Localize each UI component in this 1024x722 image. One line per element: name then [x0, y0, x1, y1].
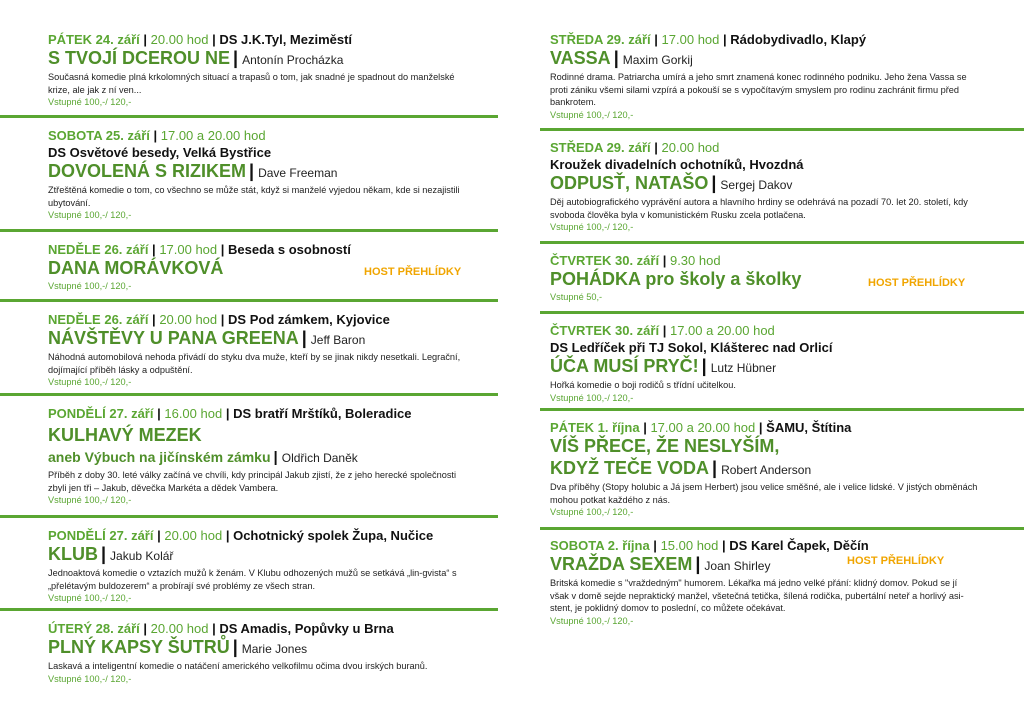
event-title: NÁVŠTĚVY U PANA GREENA [48, 328, 299, 348]
event-description: Ztřeštěná komedie o tom, co všechno se může stát, když si manželé vyjedou někam, kde si nezajistili ubytování. [48, 185, 460, 208]
event-venue: Ochotnický spolek Župa, Nučice [233, 528, 434, 543]
event-price: Vstupné 100,-/ 120,- [48, 281, 132, 291]
event-description: Laskavá a inteligentní komedie o natáčení amerického velkofilmu očima dvou irských buranů. [48, 661, 428, 671]
event-author: Joan Shirley [704, 559, 771, 573]
event-date: ČTVRTEK 30. září [550, 253, 660, 268]
event-time: 9.30 hod [669, 253, 721, 268]
event-price: Vstupné 100,-/ 120,- [550, 507, 634, 517]
event-title: DANA MORÁVKOVÁ [48, 258, 224, 278]
event-author: Marie Jones [241, 642, 308, 656]
event-card: SOBOTA 2. října | 15.00 hod | DS Karel Čapek, Děčín VRAŽDA SEXEM | Joan Shirley HOST PŘEHLÍDKY Britská komedie s "vraždedným" humorem. Lékařka má jedno velké přání: klidný domov. Pokud se jí však v domě sejde nepraktický manžel, všetečná tetička, šílená rodička, pubertální neteř a horlivý asi-stent, je poklidný domov to poslední, co můžete očekávat. Vstupné 100,-/ 120,- [550, 537, 1000, 628]
event-venue: DS Ledříček při TJ Sokol, Klášterec nad Orlicí [550, 340, 833, 355]
divider [540, 241, 1024, 244]
event-venue: Rádobydivadlo, Klapý [730, 32, 867, 47]
event-author: Jakub Kolář [110, 549, 174, 563]
event-time: 17.00 a 20.00 hod [669, 323, 775, 338]
event-venue: ŠAMU, Štítina [766, 420, 852, 435]
event-venue: DS bratří Mrštíků, Boleradice [233, 406, 412, 421]
event-author: Dave Freeman [258, 166, 338, 180]
event-venue: DS Pod zámkem, Kyjovice [228, 312, 390, 327]
event-card: ÚTERÝ 28. září | 20.00 hod | DS Amadis, Popůvky u Brna PLNÝ KAPSY ŠUTRŮ | Marie Jones Laskavá a inteligentní komedie o natáčení amerického velkofilmu očima dvou irských buranů. Vstupné 100,-/ 120,- [48, 620, 498, 686]
host-badge: HOST PŘEHLÍDKY [868, 277, 966, 289]
event-time: 20.00 hod [164, 528, 223, 543]
event-time: 20.00 hod [159, 312, 218, 327]
event-time: 20.00 hod [661, 140, 720, 155]
divider [0, 299, 498, 302]
event-price: Vstupné 100,-/ 120,- [48, 97, 132, 107]
event-date: PÁTEK 24. září [48, 32, 140, 47]
event-title-line2: KDYŽ TEČE VODA [550, 458, 710, 478]
event-price: Vstupné 100,-/ 120,- [48, 593, 132, 603]
event-author: Lutz Hübner [710, 361, 777, 375]
event-title: ÚČA MUSÍ PRYČ! [550, 356, 699, 376]
event-date: ÚTERÝ 28. září [48, 621, 140, 636]
event-date: ČTVRTEK 30. září [550, 323, 660, 338]
divider [0, 515, 498, 518]
host-badge: HOST PŘEHLÍDKY [847, 555, 945, 567]
event-author: Jeff Baron [310, 333, 366, 347]
divider [540, 527, 1024, 530]
event-price: Vstupné 100,-/ 120,- [550, 615, 634, 626]
event-card: ČTVRTEK 30. září | 9.30 hod POHÁDKA pro školy a školky HOST PŘEHLÍDKY Vstupné 50,- [550, 252, 1000, 304]
event-author: Maxim Gorkij [622, 53, 693, 67]
event-description: Příběh z doby 30. leté války začíná ve chvíli, kdy principál Jakub zjistí, že z jeho herecké společnosti zbyli jen tři – Jakub, děvečka Markéta a dědek Vambera. [48, 470, 457, 493]
divider [0, 229, 498, 232]
event-time: 20.00 hod [150, 32, 209, 47]
event-card: PÁTEK 24. září | 20.00 hod | DS J.K.Tyl, Meziměstí S TVOJÍ DCEROU NE | Antonín Procházka Současná komedie plná krkolomných situací a trapasů o tom, jak snadné je spadnout do manželské krize, ale jak z ní ven... Vstupné 100,-/ 120,- [48, 31, 498, 109]
event-description: Rodinné drama. Patriarcha umírá a jeho smrt znamená konec rodinného podniku. Jeho žena Vassa se proti zániku všemi silami vzpírá a pokouší se s vypočítavým smyslem pro rodinu zachránit firmu před bankrotem. [550, 72, 967, 107]
event-subtitle: aneb Výbuch na jičínském zámku [48, 449, 271, 465]
event-card: STŘEDA 29. září | 17.00 hod | Rádobydivadlo, Klapý VASSA | Maxim Gorkij Rodinné drama. Patriarcha umírá a jeho smrt znamená konec rodinného podniku. Jeho žena Vassa se proti zániku všemi silami vzpírá a pokouší se s vypočítavým smyslem pro rodinu zachránit firmu před bankrotem. Vstupné 100,-/ 120,- [550, 31, 1000, 122]
event-author: Oldřich Daněk [281, 451, 358, 465]
event-title: POHÁDKA pro školy a školky [550, 269, 802, 289]
event-price: Vstupné 100,-/ 120,- [48, 377, 132, 387]
event-card: NEDĚLE 26. září | 17.00 hod | Beseda s osobností DANA MORÁVKOVÁ HOST PŘEHLÍDKY Vstupné 100,-/ 120,- [48, 241, 498, 293]
event-author: Antonín Procházka [242, 53, 344, 67]
event-title: VASSA [550, 48, 611, 68]
event-price: Vstupné 100,-/ 120,- [48, 495, 132, 505]
event-card: NEDĚLE 26. září | 20.00 hod | DS Pod zámkem, Kyjovice NÁVŠTĚVY U PANA GREENA | Jeff Baron Náhodná automobilová nehoda přivádí do styku dva muže, kteří by se jinak nikdy nesetkali. Legrační, dojímající příběh lásky a odpuštění. Vstupné 100,-/ 120,- [48, 311, 498, 389]
divider [0, 115, 498, 118]
event-venue: Kroužek divadelních ochotníků, Hvozdná [550, 157, 804, 172]
event-time: 17.00 a 20.00 hod [160, 128, 266, 143]
event-time: 15.00 hod [660, 538, 719, 553]
event-card: SOBOTA 25. září | 17.00 a 20.00 hod DS Osvětové besedy, Velká Bystřice DOVOLENÁ S RIZIKEM | Dave Freeman Ztřeštěná komedie o tom, co všechno se může stát, když si manželé vyjedou někam, kde si nezajistili ubytování. Vstupné 100,-/ 120,- [48, 127, 498, 222]
event-venue: DS Karel Čapek, Děčín [729, 538, 869, 553]
divider [540, 128, 1024, 131]
event-author: Robert Anderson [721, 463, 812, 477]
event-description: Britská komedie s "vraždedným" humorem. Lékařka má jedno velké přání: klidný domov. Pokud se jí však v domě sejde nepraktický manžel, všetečná tetička, šílená rodička, pubertální neteř a horlivý asi-stent, je poklidný domov to poslední, co můžete očekávat. [550, 578, 964, 613]
event-price: Vstupné 100,-/ 120,- [550, 222, 634, 232]
event-price: Vstupné 100,-/ 120,- [550, 109, 634, 120]
event-venue: DS J.K.Tyl, Meziměstí [219, 32, 353, 47]
event-date: PÁTEK 1. října [550, 420, 640, 435]
host-badge: HOST PŘEHLÍDKY [364, 266, 462, 278]
event-title: VRAŽDA SEXEM [550, 554, 693, 574]
event-date: STŘEDA 29. září [550, 140, 651, 155]
event-title: ODPUSŤ, NATAŠO [550, 173, 709, 193]
event-title: DOVOLENÁ S RIZIKEM [48, 161, 247, 181]
divider [540, 408, 1024, 411]
event-date: SOBOTA 2. října [550, 538, 650, 553]
event-time: 20.00 hod [150, 621, 209, 636]
event-author: Sergej Dakov [720, 178, 793, 192]
event-date: STŘEDA 29. září [550, 32, 651, 47]
event-description: Děj autobiografického vyprávění autora a hlavního hrdiny se odehrává na pozadí 70. let 20. století, kdy svoboda člověka byla v komunistickém Rusku zcela potlačena. [550, 197, 968, 220]
divider [540, 311, 1024, 314]
event-price: Vstupné 100,-/ 120,- [48, 673, 132, 684]
event-description: Současná komedie plná krkolomných situací a trapasů o tom, jak snadné je spadnout do manželské krize, ale jak z ní ven... [48, 72, 455, 95]
event-description: Náhodná automobilová nehoda přivádí do styku dva muže, kteří by se jinak nikdy nesetkali. Legrační, dojímající příběh lásky a odpuštění. [48, 352, 461, 375]
event-card: PONDĚLÍ 27. září | 16.00 hod | DS bratří Mrštíků, Boleradice KULHAVÝ MEZEK aneb Výbuch na jičínském zámku | Oldřich Daněk Příběh z doby 30. leté války začíná ve chvíli, kdy principál Jakub zjistí, že z jeho herecké společnosti zbyli jen tři – Jakub, děvečka Markéta a dědek Vambera. Vstupné 100,-/ 120,- [48, 405, 498, 507]
event-price: Vstupné 100,-/ 120,- [48, 210, 132, 220]
event-date: SOBOTA 25. září [48, 128, 150, 143]
event-price: Vstupné 50,- [550, 292, 603, 302]
event-card: ČTVRTEK 30. září | 17.00 a 20.00 hod DS Ledříček při TJ Sokol, Klášterec nad Orlicí ÚČA MUSÍ PRYČ! | Lutz Hübner Hořká komedie o boji rodičů s třídní učitelkou. Vstupné 100,-/ 120,- [550, 322, 1000, 405]
event-title: PLNÝ KAPSY ŠUTRŮ [48, 637, 230, 657]
event-time: 16.00 hod [164, 406, 223, 421]
event-title: KLUB [48, 544, 98, 564]
event-time: 17.00 hod [159, 242, 218, 257]
event-description: Hořká komedie o boji rodičů s třídní učitelkou. [550, 380, 736, 390]
event-time: 17.00 a 20.00 hod [650, 420, 756, 435]
event-venue: DS Osvětové besedy, Velká Bystřice [48, 145, 272, 160]
divider [0, 608, 498, 611]
event-time: 17.00 hod [661, 32, 720, 47]
event-venue: Beseda s osobností [228, 242, 351, 257]
event-description: Jednoaktová komedie o vztazích mužů k ženám. V Klubu odhozených mužů se setkává „lin-gvista“ s „přelétavým buldozerem“ a probírají své problémy ze všech stran. [48, 568, 457, 591]
event-header: PÁTEK 24. září | 20.00 hod | DS J.K.Tyl, Meziměstí [48, 32, 353, 47]
event-card: PÁTEK 1. října | 17.00 a 20.00 hod | ŠAMU, Štítina VÍŠ PŘECE, ŽE NESLYŠÍM, KDYŽ TEČE VODA | Robert Anderson Dva příběhy (Stopy holubic a Já jsem Herbert) jsou velice směšné, ale i velice lidské. V jistých obměnách mohou potkat každého z nás. Vstupné 100,-/ 120,- [550, 419, 1000, 519]
event-title: S TVOJÍ DCEROU NE [48, 48, 231, 68]
event-title: VÍŠ PŘECE, ŽE NESLYŠÍM, [550, 436, 780, 456]
event-card: STŘEDA 29. září | 20.00 hod Kroužek divadelních ochotníků, Hvozdná ODPUSŤ, NATAŠO | Sergej Dakov Děj autobiografického vyprávění autora a hlavního hrdiny se odehrává na pozadí 70. let 20. století, kdy svoboda člověka byla v komunistickém Rusku zcela potlačena. Vstupné 100,-/ 120,- [550, 139, 1000, 234]
event-date: NEDĚLE 26. září [48, 312, 149, 327]
event-card: PONDĚLÍ 27. září | 20.00 hod | Ochotnický spolek Župa, Nučice KLUB | Jakub Kolář Jednoaktová komedie o vztazích mužů k ženám. V Klubu odhozených mužů se setkává „lin-gvista“ s „přelétavým buldozerem“ a probírají své problémy ze všech stran. Vstupné 100,-/ 120,- [48, 527, 498, 605]
divider [0, 393, 498, 396]
event-date: PONDĚLÍ 27. září [48, 406, 154, 421]
event-date: PONDĚLÍ 27. září [48, 528, 154, 543]
event-price: Vstupné 100,-/ 120,- [550, 392, 634, 403]
event-description: Dva příběhy (Stopy holubic a Já jsem Herbert) jsou velice směšné, ale i velice lidské. V jistých obměnách mohou potkat každého z nás. [550, 482, 978, 505]
event-title: KULHAVÝ MEZEK [48, 425, 202, 445]
event-date: NEDĚLE 26. září [48, 242, 149, 257]
event-venue: DS Amadis, Popůvky u Brna [219, 621, 394, 636]
